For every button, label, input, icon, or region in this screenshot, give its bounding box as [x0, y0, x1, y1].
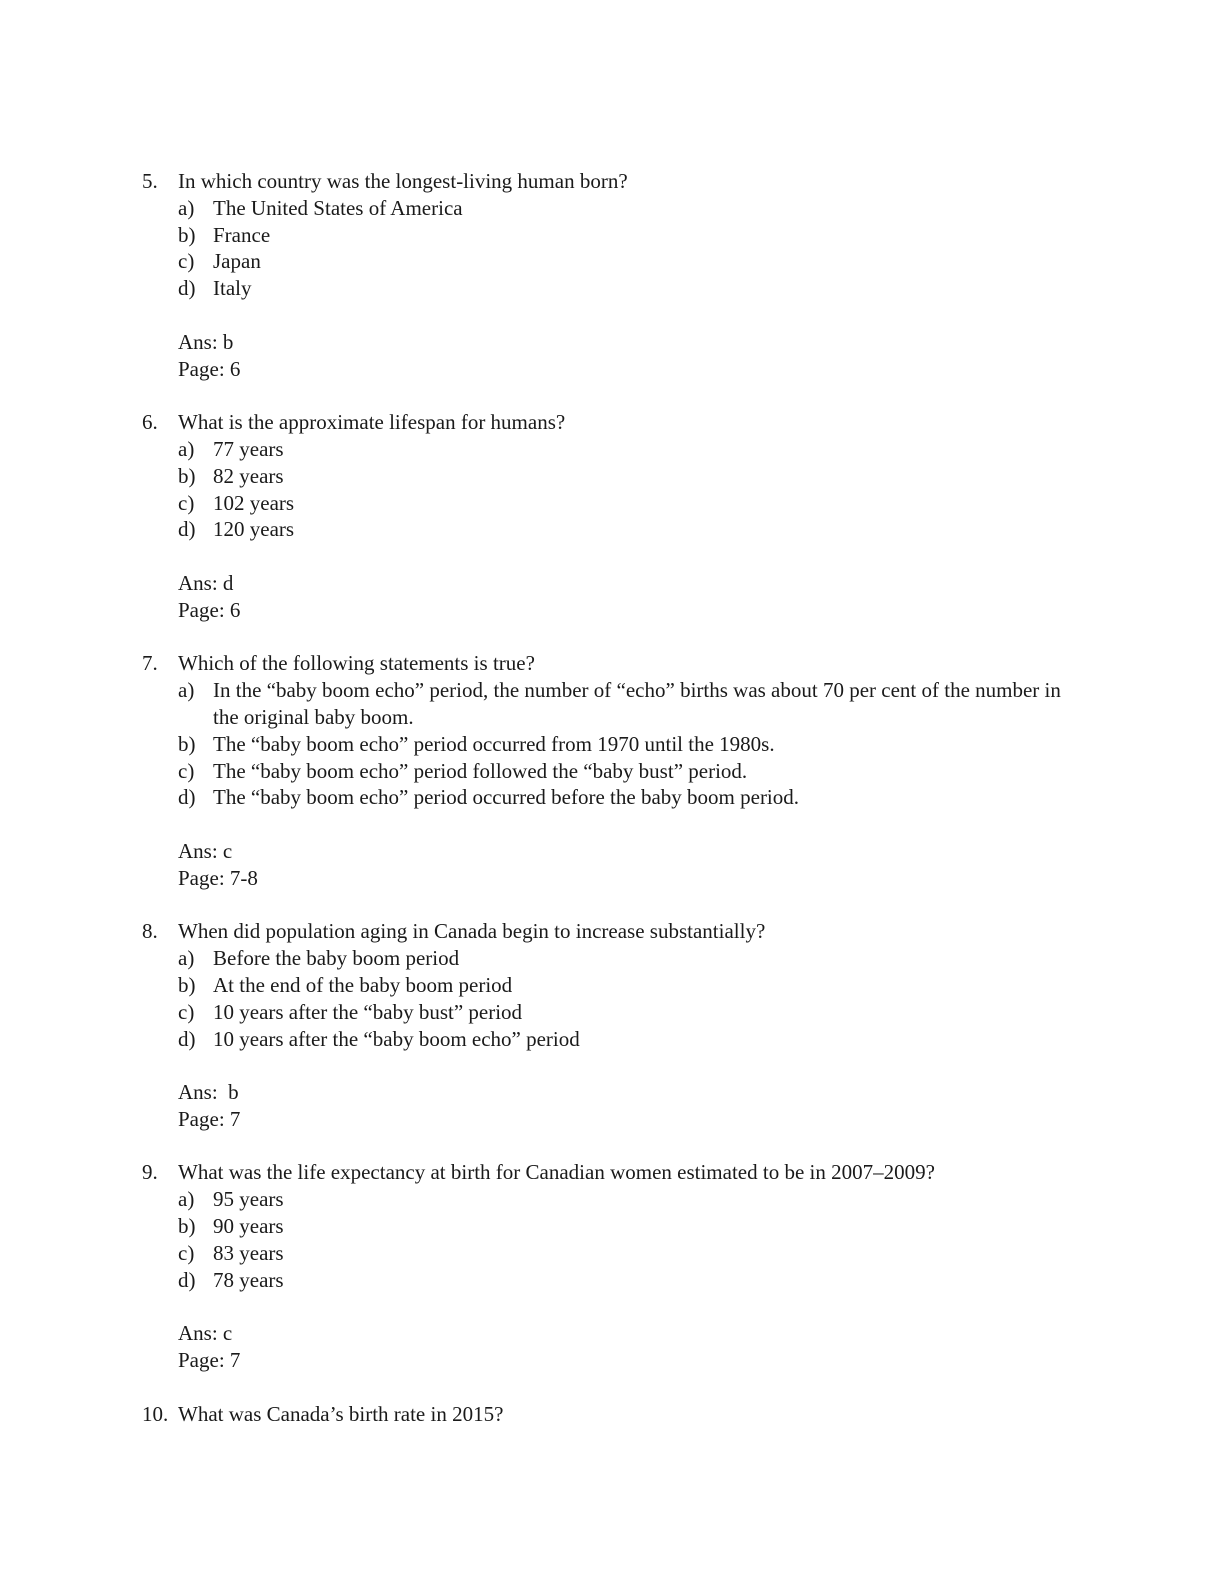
question-text: What was Canada’s birth rate in 2015? [178, 1401, 504, 1426]
option-letter: a) [178, 678, 195, 703]
question-text: In which country was the longest-living human born? [178, 169, 628, 193]
option-letter: d) [178, 1267, 196, 1292]
option-c [0, 999, 1063, 1026]
options-list [0, 945, 1224, 1052]
option-text: 77 years [213, 436, 284, 461]
option-b [0, 731, 1063, 758]
options-list [0, 195, 1224, 302]
option-a [0, 1186, 1063, 1213]
option-letter: c) [178, 1240, 195, 1265]
answer-block [0, 838, 1224, 892]
answer-text: Ans: b [178, 329, 234, 354]
page-reference: Page: 7-8 [178, 865, 258, 890]
option-letter: b) [178, 731, 196, 756]
option-text: Japan [213, 249, 261, 274]
options-list [0, 436, 1224, 543]
question-8 [0, 918, 1224, 1132]
question-text: Which of the following statements is true? [178, 651, 535, 676]
option-d [0, 784, 1063, 811]
option-text: 10 years after the “baby bust” period [213, 999, 523, 1024]
option-text: Italy [213, 276, 252, 301]
option-letter: a) [178, 195, 195, 220]
option-letter: c) [178, 758, 195, 783]
option-b [0, 463, 1063, 490]
option-text: 102 years [213, 490, 295, 515]
option-text: The “baby boom echo” period followed the “baby bust” period. [213, 758, 748, 783]
answer-block [0, 329, 1224, 383]
answer-block [0, 570, 1224, 624]
option-letter: c) [178, 249, 195, 274]
option-text: The United States of America [213, 195, 463, 220]
question-6 [0, 409, 1224, 623]
option-text: 83 years [213, 1240, 284, 1265]
page-reference: Page: 6 [178, 356, 241, 381]
option-letter: d) [178, 1026, 196, 1051]
answer-text: Ans: b [178, 1080, 239, 1105]
option-letter: b) [178, 1214, 196, 1239]
answer-block [0, 1320, 1224, 1374]
answer-text: Ans: c [178, 838, 233, 863]
question-text: What was the life expectancy at birth for Canadian women estimated to be in 2007–2009? [178, 1160, 935, 1185]
option-letter: c) [178, 999, 195, 1024]
question-9 [0, 1159, 1224, 1373]
option-text: At the end of the baby boom period [213, 972, 513, 997]
option-letter: d) [178, 785, 196, 810]
option-b [0, 222, 1063, 249]
option-letter: b) [178, 222, 196, 247]
option-c [0, 758, 1063, 785]
option-text: 95 years [213, 1187, 284, 1212]
option-letter: b) [178, 972, 196, 997]
option-letter: a) [178, 436, 195, 461]
question-5 [0, 168, 1224, 382]
question-text: What is the approximate lifespan for humans? [178, 410, 566, 435]
option-c [0, 490, 1063, 517]
option-text: 78 years [213, 1267, 284, 1292]
question-number: 8. [142, 919, 158, 944]
option-c [0, 248, 1063, 275]
option-b [0, 972, 1063, 999]
answer-text: Ans: d [178, 570, 234, 595]
option-d [0, 516, 1063, 543]
question-number: 7. [142, 651, 158, 676]
option-letter: a) [178, 1187, 195, 1212]
options-list [0, 1186, 1224, 1293]
option-text: The “baby boom echo” period occurred from 1970 until the 1980s. [213, 731, 775, 756]
options-list [0, 677, 1224, 811]
answer-text: Ans: c [178, 1321, 233, 1346]
option-text: The “baby boom echo” period occurred before the baby boom period. [213, 785, 800, 810]
option-text: 90 years [213, 1214, 284, 1239]
question-7 [0, 650, 1224, 891]
option-text: 10 years after the “baby boom echo” period [213, 1026, 580, 1051]
option-letter: a) [178, 946, 195, 971]
question-text: When did population aging in Canada begin to increase substantially? [178, 919, 766, 944]
option-a [0, 195, 1063, 222]
option-text: France [213, 222, 271, 247]
question-number: 10. [142, 1401, 169, 1426]
option-a [0, 436, 1063, 463]
option-a [0, 945, 1063, 972]
option-text: 120 years [213, 517, 295, 542]
option-d [0, 275, 1063, 302]
question-number: 5. [142, 169, 158, 193]
page-reference: Page: 7 [178, 1348, 241, 1373]
option-text: Before the baby boom period [213, 946, 460, 971]
page-reference: Page: 6 [178, 597, 241, 622]
question-number: 6. [142, 410, 158, 435]
option-d [0, 1026, 1063, 1053]
option-letter: d) [178, 517, 196, 542]
document-page [0, 168, 1224, 1427]
answer-block [0, 1079, 1224, 1133]
option-text: 82 years [213, 463, 284, 488]
option-b [0, 1213, 1063, 1240]
option-letter: c) [178, 490, 195, 515]
page-reference: Page: 7 [178, 1106, 241, 1131]
option-text: In the “baby boom echo” period, the number of “echo” births was about 70 per cent of the number in the original baby boom. [213, 678, 1061, 729]
option-d [0, 1267, 1063, 1294]
option-a [0, 677, 1063, 731]
question-number: 9. [142, 1160, 158, 1185]
option-c [0, 1240, 1063, 1267]
question-10 [0, 1401, 1224, 1428]
option-letter: b) [178, 463, 196, 488]
option-letter: d) [178, 276, 196, 301]
